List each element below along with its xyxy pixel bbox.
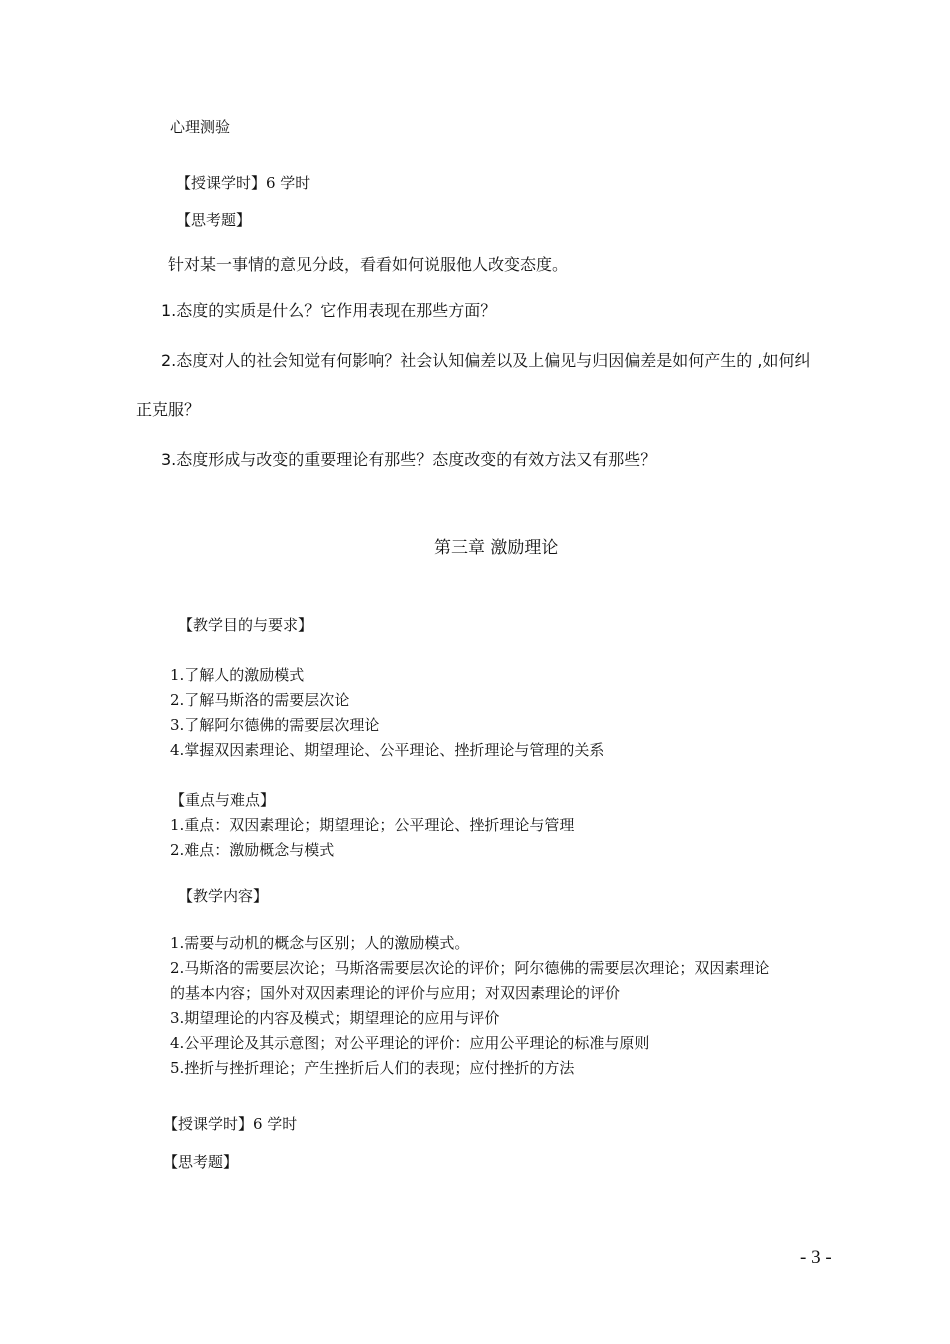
question-1: 1.态度的实质是什么？它作用表现在那些方面？ [161,301,497,320]
question-2-continued: 正克服？ [136,400,201,419]
questions-heading: 【思考题】 [163,1153,239,1171]
page-number: - 3 - [800,1247,832,1268]
content-item: 的基本内容；国外对双因素理论的评价与应用；对双因素理论的评价 [170,984,621,1002]
content-heading: 【教学内容】 [178,887,269,905]
content-item: 3.期望理论的内容及模式；期望理论的应用与评价 [170,1009,500,1027]
content-item: 4.公平理论及其示意图；对公平理论的评价：应用公平理论的标准与原则 [170,1034,650,1052]
questions-heading: 【思考题】 [176,211,252,229]
objective-item: 1.了解人的激励模式 [170,666,305,684]
keypoint-item: 1.重点：双因素理论；期望理论；公平理论、挫折理论与管理 [170,816,575,834]
content-item: 1.需要与动机的概念与区别；人的激励模式。 [170,934,470,952]
chapter-title: 第三章 激励理论 [434,538,559,558]
objective-item: 2.了解马斯洛的需要层次论 [170,691,350,709]
section-text: 心理测验 [170,118,231,136]
question-intro: 针对某一事情的意见分歧，看看如何说服他人改变态度。 [168,255,569,274]
objectives-heading: 【教学目的与要求】 [178,616,314,634]
question-3: 3.态度形成与改变的重要理论有那些？态度改变的有效方法又有那些？ [161,450,657,469]
objective-item: 3.了解阿尔德佛的需要层次理论 [170,716,380,734]
objective-item: 4.掌握双因素理论、期望理论、公平理论、挫折理论与管理的关系 [170,741,605,759]
teaching-hours: 【授课学时】6 学时 [163,1115,298,1133]
question-2: 2.态度对人的社会知觉有何影响？社会认知偏差以及上偏见与归因偏差是如何产生的 ,如何纠 [161,351,811,370]
keypoints-heading: 【重点与难点】 [170,791,276,809]
keypoint-item: 2.难点：激励概念与模式 [170,841,335,859]
content-item: 5.挫折与挫折理论；产生挫折后人们的表现；应付挫折的方法 [170,1059,575,1077]
content-item: 2.马斯洛的需要层次论；马斯洛需要层次论的评价；阿尔德佛的需要层次理论；双因素理论 [170,959,770,977]
teaching-hours: 【授课学时】6 学时 [176,174,311,192]
